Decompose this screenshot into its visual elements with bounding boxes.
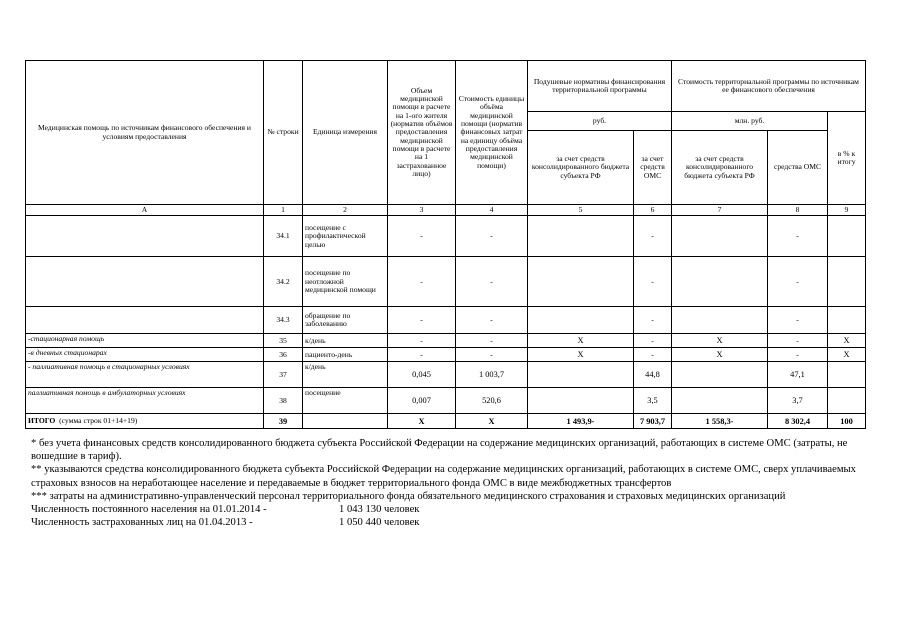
- table-row: [26, 257, 866, 307]
- row-unit: посещение по неотложной медицинской помощи: [303, 257, 388, 307]
- row-unit-cost: -: [456, 334, 528, 348]
- row-oms-per-capita: -: [634, 334, 672, 348]
- row-volume: -: [388, 307, 456, 334]
- row-budget-cost: [672, 257, 768, 307]
- row-oms-cost: -: [768, 307, 828, 334]
- header-volume: Объем медицинской помощи в расчете на 1-ого жителя (норматив объёмов предоставления медицинской помощи в расчете на 1 застрахованное лицо): [388, 61, 456, 205]
- table-row: [26, 216, 866, 257]
- row-oms-cost: -: [768, 334, 828, 348]
- row-percent: [828, 307, 866, 334]
- row-source: -в дневных стационарах: [26, 348, 264, 362]
- row-budget-cost: X: [672, 334, 768, 348]
- table-row: [26, 334, 866, 348]
- column-number: 9: [828, 205, 866, 216]
- header-oms-funds: средства ОМС: [768, 131, 828, 205]
- row-budget-per-capita: [528, 388, 634, 414]
- header-rub: руб.: [528, 112, 672, 131]
- financing-table-wrapper: [25, 60, 866, 429]
- insured-line: [31, 516, 861, 529]
- row-volume: 0,045: [388, 362, 456, 388]
- column-number: 3: [388, 205, 456, 216]
- row-number: 38: [264, 388, 303, 414]
- row-number: 34.1: [264, 216, 303, 257]
- row-budget-cost: X: [672, 348, 768, 362]
- row-percent: X: [828, 334, 866, 348]
- total-label-cell: [26, 414, 264, 429]
- row-source: [26, 307, 264, 334]
- column-number: 7: [672, 205, 768, 216]
- total-label: ИТОГО: [28, 416, 56, 426]
- footnote-2: ** указываются средства консолидированного бюджета субъекта Российской Федерации на содержание медицинских организаций, работающих в системе ОМС, сверх уплачиваемых страховых взносов на неработающее население и передаваемые в бюджет территориального фонда ОМС в виде межбюджетных трансфертов: [31, 464, 856, 489]
- table-row: [26, 307, 866, 334]
- header-territorial-cost: Стоимость территориальной программы по источникам ее финансового обеспечения: [672, 61, 866, 112]
- row-percent: [828, 362, 866, 388]
- insured-label: Численность застрахованных лиц на 01.04.2013 -: [31, 517, 253, 529]
- row-percent: X: [828, 348, 866, 362]
- total-volume: X: [388, 414, 456, 429]
- footnote-3: *** затраты на административно-управленческий персонал территориального фонда обязательного медицинского страхования и страховых медицинских организаций: [31, 490, 786, 502]
- column-number: 1: [264, 205, 303, 216]
- row-unit-cost: -: [456, 216, 528, 257]
- row-percent: [828, 216, 866, 257]
- header-oms-at: за счет средств ОМС: [634, 131, 672, 205]
- row-percent: [828, 388, 866, 414]
- row-number: 34.2: [264, 257, 303, 307]
- row-volume: -: [388, 334, 456, 348]
- row-unit: к/день: [303, 334, 388, 348]
- row-oms-per-capita: -: [634, 216, 672, 257]
- row-percent: [828, 257, 866, 307]
- table-row: [26, 362, 866, 388]
- column-number: 4: [456, 205, 528, 216]
- row-budget-cost: [672, 216, 768, 257]
- population-value: 1 043 130 человек: [339, 504, 420, 516]
- column-number: А: [26, 205, 264, 216]
- row-number: 34.3: [264, 307, 303, 334]
- total-percent: 100: [828, 414, 866, 429]
- row-budget-cost: [672, 388, 768, 414]
- total-sub: (сумма строк 01+14+19): [59, 416, 138, 426]
- row-number: 37: [264, 362, 303, 388]
- total-row: [26, 414, 866, 429]
- row-oms-cost: 3,7: [768, 388, 828, 414]
- row-oms-per-capita: -: [634, 348, 672, 362]
- row-unit: посещение с профилактической целью: [303, 216, 388, 257]
- row-unit-cost: -: [456, 348, 528, 362]
- row-budget-cost: [672, 307, 768, 334]
- header-percent-total: в % к итогу: [828, 112, 866, 205]
- row-volume: 0,007: [388, 388, 456, 414]
- population-label: Численность постоянного населения на 01.01.2014 -: [31, 504, 267, 516]
- header-unit-cost: Стоимость единицы объёма медицинской помощи (норматив финансовых затрат на единицу объёма предоставления медицинской помощи): [456, 61, 528, 205]
- row-oms-per-capita: 44,8: [634, 362, 672, 388]
- row-unit: к/день: [303, 362, 388, 388]
- header-mln-rub: млн. руб.: [672, 112, 828, 131]
- row-volume: -: [388, 257, 456, 307]
- row-budget-per-capita: X: [528, 348, 634, 362]
- row-oms-per-capita: -: [634, 307, 672, 334]
- row-budget-per-capita: [528, 257, 634, 307]
- footnotes: [31, 437, 861, 529]
- row-budget-cost: [672, 362, 768, 388]
- row-budget-per-capita: [528, 307, 634, 334]
- row-source: [26, 257, 264, 307]
- row-unit-cost: 520,6: [456, 388, 528, 414]
- total-budget-per-capita: 1 493,9-: [528, 414, 634, 429]
- header-unit: Единица измерения: [303, 61, 388, 205]
- header-row-number: № строки: [264, 61, 303, 205]
- financing-table: [25, 60, 866, 429]
- row-unit-cost: 1 003,7: [456, 362, 528, 388]
- header-budget-rf: за счет средств консолидированного бюджета субъекта РФ: [528, 131, 634, 205]
- table-row: [26, 348, 866, 362]
- row-oms-cost: 47,1: [768, 362, 828, 388]
- row-source: - паллиативная помощь в стационарных условиях: [26, 362, 264, 388]
- header-budget-rf-2: за счет средств консолидированного бюджета субъекта РФ: [672, 131, 768, 205]
- header-per-capita: Подушевые нормативы финансирования территориальной программы: [528, 61, 672, 112]
- insured-value: 1 050 440 человек: [339, 517, 420, 529]
- row-oms-cost: -: [768, 257, 828, 307]
- row-budget-per-capita: [528, 362, 634, 388]
- header-source: Медицинская помощь по источникам финансового обеспечения и условиям предоставления: [26, 61, 264, 205]
- column-number: 8: [768, 205, 828, 216]
- table-row: [26, 388, 866, 414]
- row-volume: -: [388, 348, 456, 362]
- row-oms-cost: -: [768, 348, 828, 362]
- row-source: паллиативная помощь в амбулаторных условиях: [26, 388, 264, 414]
- row-unit: посещение: [303, 388, 388, 414]
- row-source: [26, 216, 264, 257]
- row-number: 35: [264, 334, 303, 348]
- row-oms-per-capita: -: [634, 257, 672, 307]
- total-oms-per-capita: 7 903,7: [634, 414, 672, 429]
- total-number: 39: [264, 414, 303, 429]
- row-unit-cost: -: [456, 257, 528, 307]
- row-unit: обращение по заболеванию: [303, 307, 388, 334]
- population-line: [31, 503, 861, 516]
- column-number: 5: [528, 205, 634, 216]
- total-unit-cost: X: [456, 414, 528, 429]
- row-budget-per-capita: X: [528, 334, 634, 348]
- row-source: -стационарная помощь: [26, 334, 264, 348]
- row-number: 36: [264, 348, 303, 362]
- total-unit: [303, 414, 388, 429]
- row-unit-cost: -: [456, 307, 528, 334]
- row-unit: пациенто-день: [303, 348, 388, 362]
- row-budget-per-capita: [528, 216, 634, 257]
- row-oms-cost: -: [768, 216, 828, 257]
- total-oms-cost: 8 302,4: [768, 414, 828, 429]
- row-volume: -: [388, 216, 456, 257]
- row-oms-per-capita: 3,5: [634, 388, 672, 414]
- column-number-row: [26, 205, 866, 216]
- column-number: 6: [634, 205, 672, 216]
- footnote-1: * без учета финансовых средств консолидированного бюджета субъекта Российской Федерации на содержание медицинских организаций, работающих в системе ОМС (затраты, не вошедшие в тариф).: [31, 438, 848, 463]
- column-number: 2: [303, 205, 388, 216]
- total-budget-cost: 1 558,3-: [672, 414, 768, 429]
